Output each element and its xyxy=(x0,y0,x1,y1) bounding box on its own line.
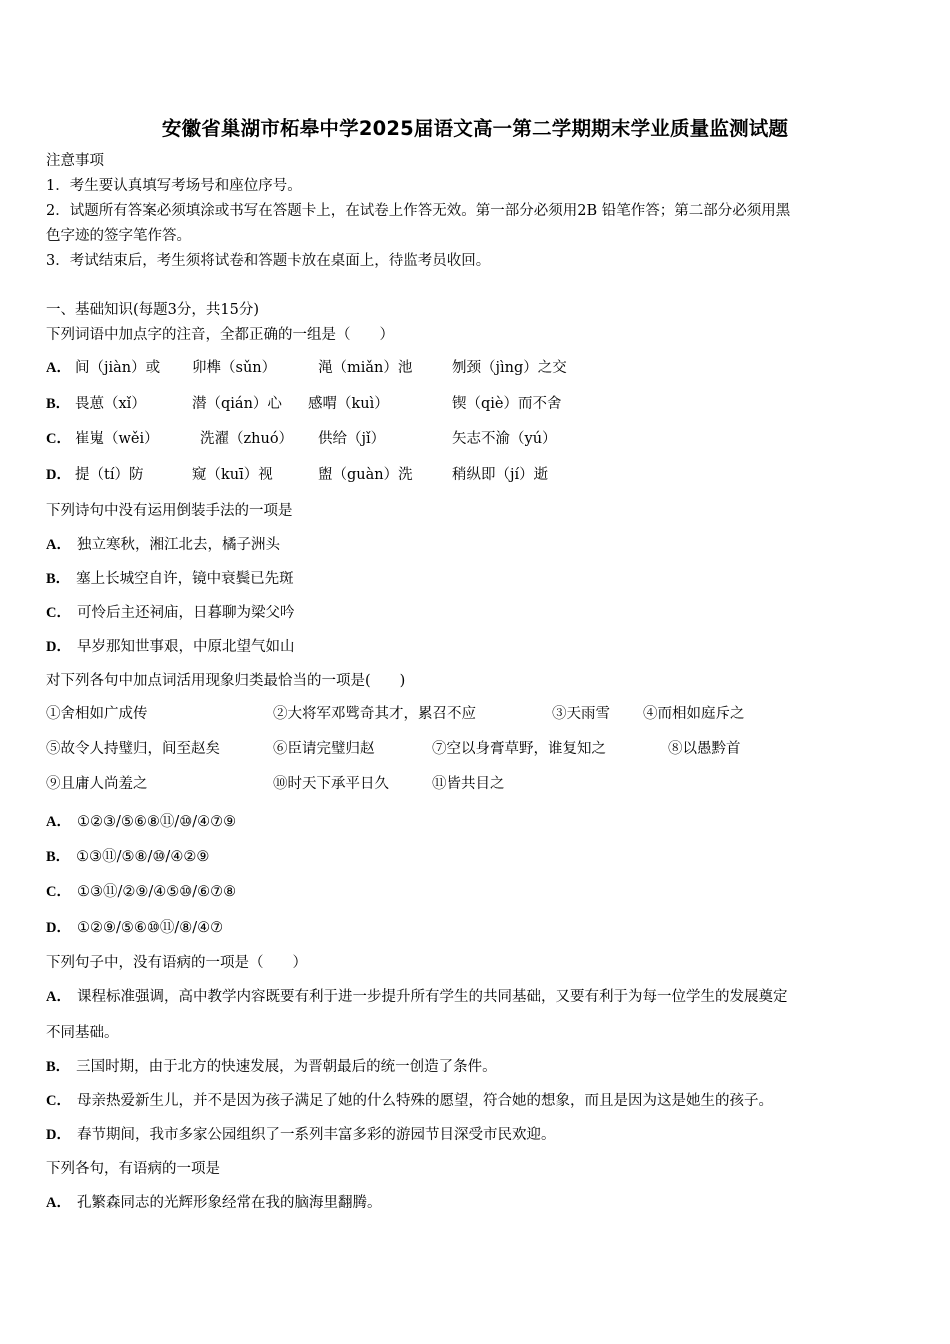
notice-item-2: 2．试题所有答案必须填涂或书写在答题卡上，在试卷上作答无效。第一部分必须用2B 铅笔作答；第二部分必须用黑 xyxy=(46,203,791,219)
q3-option-b: B． ①③⑪/⑤⑧/⑩/④②⑨ xyxy=(46,849,210,865)
q3-option-a: A． ①②③/⑤⑥⑧⑪/⑩/④⑦⑨ xyxy=(46,814,237,830)
q1-option-a-word-1: 间（jiàn）或 xyxy=(75,360,161,376)
q2-option-c: C． 可怜后主还祠庙，日暮聊为梁父吟 xyxy=(46,605,295,621)
q3-item-11: ⑪皆共目之 xyxy=(432,776,505,792)
q4-option-a-cont: 不同基础。 xyxy=(46,1025,119,1041)
exam-title: 安徽省巢湖市柘皋中学2025届语文高一第二学期期末学业质量监测试题 xyxy=(161,117,789,140)
q3-item-2: ②大将军邓骘奇其才，累召不应 xyxy=(273,706,476,722)
q3-item-3: ③天雨雪 xyxy=(552,706,610,722)
q3-item-9: ⑨且庸人尚羞之 xyxy=(46,776,148,792)
q1-option-a-label: A． xyxy=(46,360,71,376)
notice-item-1: 1．考生要认真填写考场号和座位序号。 xyxy=(46,178,302,194)
q3-item-6: ⑥臣请完璧归赵 xyxy=(273,741,375,757)
q1-option-c-word-4: 矢志不渝（yú） xyxy=(452,431,557,447)
q1-option-d-word-3: 盥（guàn）洗 xyxy=(318,467,413,483)
q1-option-d-word-4: 稍纵即（jí）逝 xyxy=(452,467,549,483)
q2-option-d: D． 早岁那知世事艰，中原北望气如山 xyxy=(46,639,295,655)
q1-option-d-label: D． xyxy=(46,467,71,483)
notice-heading: 注意事项 xyxy=(46,153,104,169)
q3-option-d: D． ①②⑨/⑤⑥⑩⑪/⑧/④⑦ xyxy=(46,920,224,936)
q4-stem: 下列句子中，没有语病的一项是（ ） xyxy=(46,955,307,971)
q1-stem: 下列词语中加点字的注音，全都正确的一组是（ ） xyxy=(46,327,394,343)
q4-option-b: B． 三国时期，由于北方的快速发展，为晋朝最后的统一创造了条件。 xyxy=(46,1059,497,1075)
q1-option-b-word-1: 畏葸（xǐ） xyxy=(75,396,146,412)
q3-item-7: ⑦空以身膏草野，谁复知之 xyxy=(432,741,606,757)
q5-option-a: A． 孔繁森同志的光辉形象经常在我的脑海里翻腾。 xyxy=(46,1195,382,1211)
q3-item-8: ⑧以愚黔首 xyxy=(668,741,741,757)
q1-option-c-word-3: 供给（jǐ） xyxy=(318,431,386,447)
q1-option-c-label: C． xyxy=(46,431,71,447)
q1-option-d-word-2: 窥（kuī）视 xyxy=(192,467,273,483)
notice-item-2-cont: 色字迹的签字笔作答。 xyxy=(46,228,191,244)
q1-option-a-word-3: 渑（miǎn）池 xyxy=(318,360,413,376)
q5-stem: 下列各句，有语病的一项是 xyxy=(46,1161,220,1177)
q1-option-b-word-2: 潜（qián）心 xyxy=(192,396,282,412)
q4-option-c: C． 母亲热爱新生儿，并不是因为孩子满足了她的什么特殊的愿望，符合她的想象，而且是因为这是她生的孩子。 xyxy=(46,1093,773,1109)
q1-option-c-word-1: 崔嵬（wěi） xyxy=(75,431,159,447)
q3-item-4: ④而相如庭斥之 xyxy=(643,706,745,722)
q1-option-d-word-1: 提（tí）防 xyxy=(75,467,144,483)
q1-option-a-word-2: 卯榫（sǔn） xyxy=(192,360,277,376)
q3-item-1: ①舍相如广成传 xyxy=(46,706,148,722)
q1-option-a-word-4: 刎颈（jìng）之交 xyxy=(452,360,567,376)
q2-option-a: A． 独立寒秋，湘江北去，橘子洲头 xyxy=(46,537,280,553)
q4-option-a: A． 课程标准强调，高中教学内容既要有利于进一步提升所有学生的共同基础，又要有利于为每一位学生的发展奠定 xyxy=(46,989,788,1005)
q3-option-c: C． ①③⑪/②⑨/④⑤⑩/⑥⑦⑧ xyxy=(46,884,237,900)
q1-option-b-word-4: 锲（qiè）而不舍 xyxy=(452,396,562,412)
q4-option-d: D． 春节期间，我市多家公园组织了一系列丰富多彩的游园节目深受市民欢迎。 xyxy=(46,1127,556,1143)
q1-option-b-word-3: 感喟（kuì） xyxy=(308,396,389,412)
q3-item-10: ⑩时天下承平日久 xyxy=(273,776,389,792)
q1-option-c-word-2: 洗濯（zhuó） xyxy=(200,431,294,447)
q1-option-b-label: B． xyxy=(46,396,71,412)
q2-option-b: B． 塞上长城空自许，镜中衰鬓已先斑 xyxy=(46,571,294,587)
section-heading: 一、基础知识(每题3分，共15分) xyxy=(46,302,259,318)
notice-item-3: 3．考试结束后，考生须将试卷和答题卡放在桌面上，待监考员收回。 xyxy=(46,253,491,269)
q2-stem: 下列诗句中没有运用倒装手法的一项是 xyxy=(46,503,293,519)
q3-item-5: ⑤故令人持璧归，间至赵矣 xyxy=(46,741,220,757)
q3-stem: 对下列各句中加点词活用现象归类最恰当的一项是( ) xyxy=(46,673,406,689)
